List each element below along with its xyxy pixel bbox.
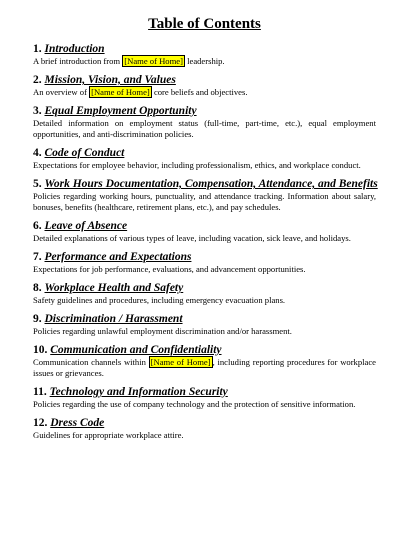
- toc-entry-description: [33, 326, 376, 337]
- toc-entry-number: 6.: [33, 220, 42, 232]
- toc-entry-title: Leave of Absence: [44, 220, 128, 232]
- toc-list: [33, 43, 376, 441]
- toc-entry-heading: [33, 386, 376, 399]
- toc-entry-description: [33, 160, 376, 171]
- toc-entry-number: 12.: [33, 417, 48, 429]
- toc-entry-heading: [33, 417, 376, 430]
- description-text: Policies regarding the use of company technology and the protection of sensitive information.: [33, 399, 356, 409]
- toc-entry-title: Performance and Expectations: [44, 251, 192, 263]
- toc-entry-heading: [33, 220, 376, 233]
- toc-entry-description: [33, 233, 376, 244]
- toc-entry-description: [33, 295, 376, 306]
- description-text: leadership.: [184, 56, 225, 66]
- toc-entry-title: Discrimination / Harassment: [44, 313, 183, 325]
- toc-entry-heading: [33, 147, 376, 160]
- toc-entry-description: [33, 357, 376, 379]
- toc-entry-description: [33, 87, 376, 98]
- toc-entry-number: 5.: [33, 178, 42, 190]
- toc-entry-title: Mission, Vision, and Values: [44, 74, 176, 86]
- toc-entry-number: 9.: [33, 313, 42, 325]
- toc-entry-number: 10.: [33, 344, 48, 356]
- toc-entry-heading: [33, 43, 376, 56]
- toc-entry-heading: [33, 74, 376, 87]
- description-text: Policies regarding working hours, punctuality, and attendance tracking. Information about salary, bonuses, benefits (healthcare, retirement plans, etc.), and pay schedules.: [33, 191, 376, 212]
- toc-entry: [33, 74, 376, 98]
- toc-entry-number: 3.: [33, 105, 42, 117]
- description-text: Safety guidelines and procedures, including emergency evacuation plans.: [33, 295, 286, 305]
- toc-entry-number: 1.: [33, 43, 42, 55]
- toc-entry: [33, 344, 376, 379]
- toc-entry-number: 4.: [33, 147, 42, 159]
- description-text: Policies regarding unlawful employment discrimination and/or harassment.: [33, 326, 292, 336]
- toc-entry: [33, 417, 376, 441]
- toc-entry-description: [33, 191, 376, 213]
- description-text: Detailed information on employment status (full-time, part-time, etc.), equal employment opportunities, and anti-discrimination policies.: [33, 118, 376, 139]
- description-text: Detailed explanations of various types of leave, including vacation, sick leave, and holidays.: [33, 233, 351, 243]
- toc-entry-number: 11.: [33, 386, 47, 398]
- name-of-home-placeholder: [Name of Home]: [91, 87, 150, 97]
- toc-entry-description: [33, 118, 376, 140]
- toc-entry-number: 2.: [33, 74, 42, 86]
- toc-entry-heading: [33, 313, 376, 326]
- toc-entry-title: Introduction: [44, 43, 105, 55]
- description-text: A brief introduction from: [33, 56, 123, 66]
- toc-entry-description: [33, 430, 376, 441]
- description-text: Expectations for job performance, evaluations, and advancement opportunities.: [33, 264, 306, 274]
- description-text: , including reporting procedures for workplace issues or grievances.: [33, 357, 376, 378]
- toc-entry: [33, 313, 376, 337]
- toc-entry-number: 8.: [33, 282, 42, 294]
- toc-entry-title: Code of Conduct: [44, 147, 125, 159]
- toc-entry-title: Dress Code: [50, 417, 105, 429]
- description-text: Communication channels within: [33, 357, 149, 367]
- toc-entry: [33, 251, 376, 275]
- toc-entry-number: 7.: [33, 251, 42, 263]
- toc-entry: [33, 147, 376, 171]
- toc-entry: [33, 282, 376, 306]
- description-text: Expectations for employee behavior, including professionalism, ethics, and workplace conduct.: [33, 160, 361, 170]
- description-text: An overview of: [33, 87, 90, 97]
- name-of-home-placeholder: [Name of Home]: [150, 357, 211, 367]
- toc-entry-title: Workplace Health and Safety: [44, 282, 184, 294]
- toc-entry: [33, 43, 376, 67]
- toc-entry-heading: [33, 251, 376, 264]
- toc-entry-heading: [33, 178, 376, 191]
- toc-entry-title: Equal Employment Opportunity: [44, 105, 197, 117]
- name-of-home-placeholder: [Name of Home]: [124, 56, 183, 66]
- toc-entry-description: [33, 264, 376, 275]
- toc-entry: [33, 386, 376, 410]
- toc-entry-title: Work Hours Documentation, Compensation, Attendance, and Benefits: [44, 178, 378, 190]
- toc-entry-heading: [33, 282, 376, 295]
- toc-entry-description: [33, 56, 376, 67]
- toc-entry: [33, 178, 376, 213]
- toc-entry: [33, 220, 376, 244]
- toc-entry-heading: [33, 105, 376, 118]
- description-text: Guidelines for appropriate workplace attire.: [33, 430, 184, 440]
- description-text: core beliefs and objectives.: [151, 87, 248, 97]
- toc-entry-title: Communication and Confidentiality: [50, 344, 222, 356]
- toc-entry-description: [33, 399, 376, 410]
- toc-entry: [33, 105, 376, 140]
- document-title: Table of Contents: [148, 16, 261, 32]
- toc-entry-title: Technology and Information Security: [49, 386, 228, 398]
